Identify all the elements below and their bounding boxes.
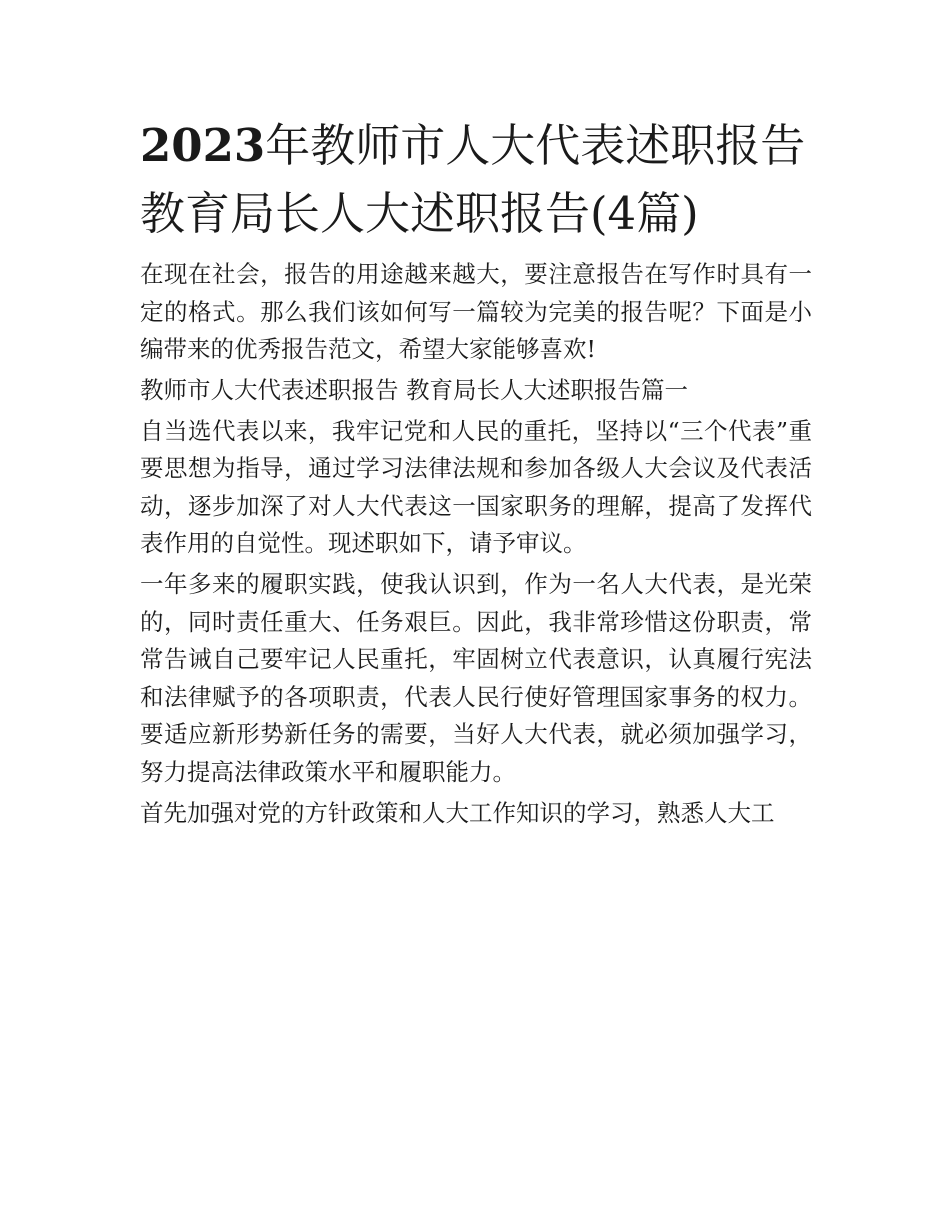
body-paragraph-2: 一年多来的履职实践，使我认识到，作为一名人大代表，是光荣的，同时责任重大、任务艰巨。因此，我非常珍惜这份职责，常常告诫自己要牢记人民重托，牢固树立代表意识，认真履行宪法和法律赋予的各项职责，代表人民行使好管理国家事务的权力。要适应新形势新任务的需要，当好人大代表，就必须加强学习，努力提高法律政策水平和履职能力。 — [140, 570, 812, 786]
title-year: 2023 — [140, 119, 266, 172]
section-heading: 教师市人大代表述职报告 教育局长人大述职报告篇一 — [140, 375, 688, 404]
body-paragraph-3: 首先加强对党的方针政策和人大工作知识的学习，熟悉人大工 — [140, 798, 775, 827]
document-title — [140, 112, 812, 248]
document-page — [140, 112, 812, 835]
body-paragraph-1: 自当选代表以来，我牢记党和人民的重托，坚持以“三个代表”重要思想为指导，通过学习法律法规和参加各级人大会议及代表活动，逐步加深了对人大代表这一国家职务的理解，提高了发挥代表作用的自觉性。现述职如下，请予审议。 — [140, 416, 812, 558]
title-text: 年教师市人大代表述职报告 教育局长人大述职报告(4篇) — [140, 119, 806, 240]
intro-paragraph: 在现在社会，报告的用途越来越大，要注意报告在写作时具有一定的格式。那么我们该如何写一篇较为完美的报告呢？下面是小编带来的优秀报告范文，希望大家能够喜欢! — [140, 260, 812, 363]
